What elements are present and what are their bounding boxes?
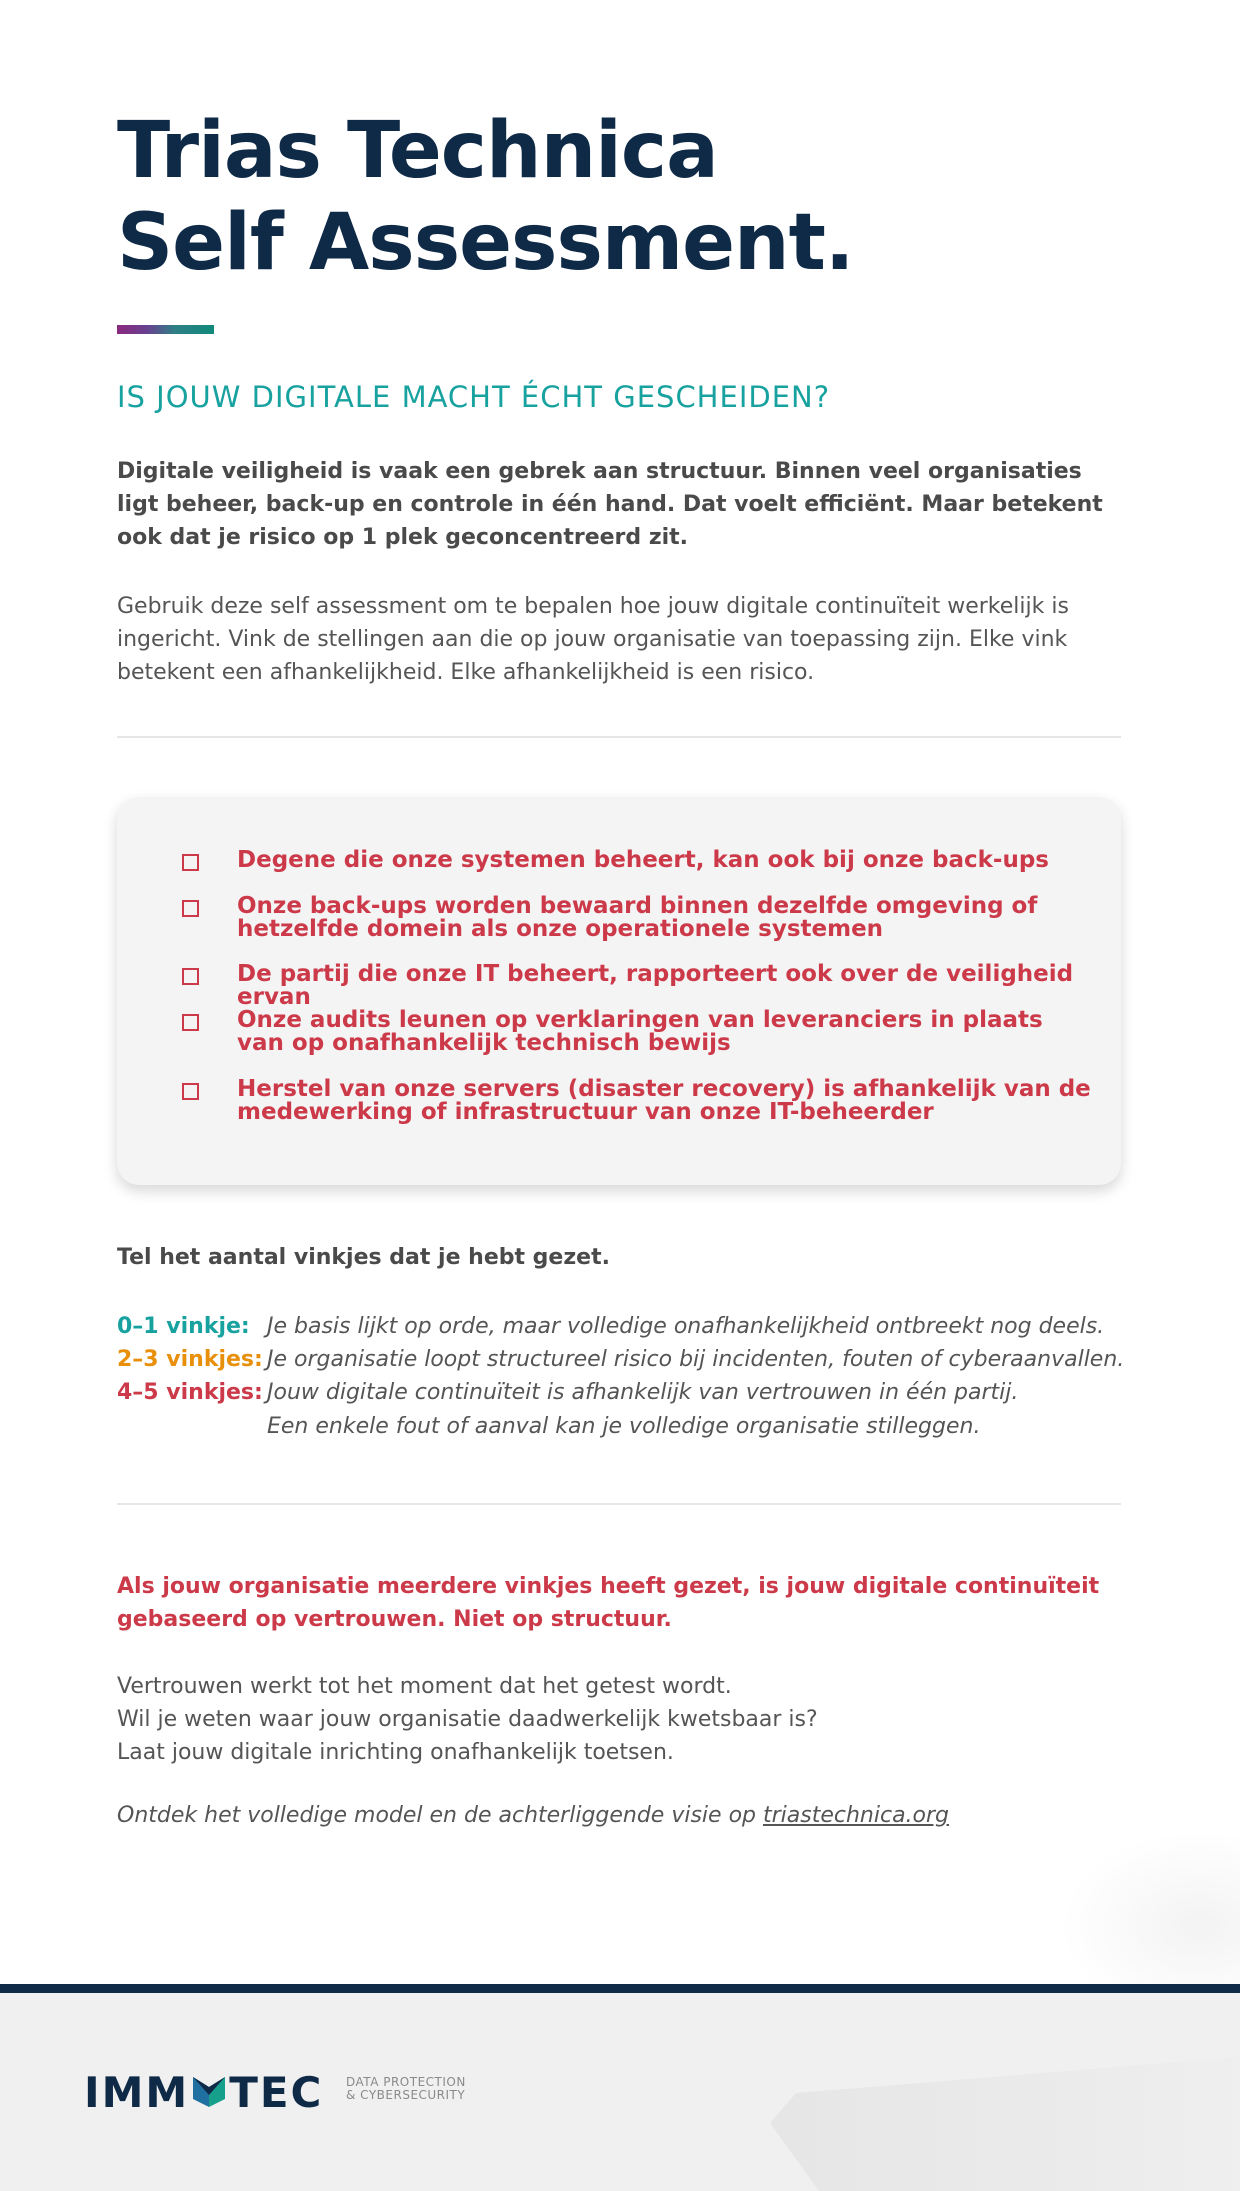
cta-text: Ontdek het volledige model en de achterliggende visie op xyxy=(117,1803,763,1828)
footer xyxy=(0,1993,1240,2191)
score-label: 4–5 vinkjes: xyxy=(117,1380,263,1405)
divider xyxy=(117,736,1121,738)
background-decoration xyxy=(1060,1830,1240,1990)
closing-line-3: Laat jouw digitale inrichting onafhankelijk toetsen. xyxy=(117,1740,674,1765)
checklist-item-label: De partij die onze IT beheert, rapporteert ook over de veiligheid ervan xyxy=(237,961,1074,1010)
closing-bold-paragraph: Als jouw organisatie meerdere vinkjes heeft gezet, is jouw digitale continuïteit gebaseerd op vertrouwen. Niet op structuur. xyxy=(117,1574,1100,1632)
cta-line xyxy=(117,1803,949,1828)
subtitle: IS JOUW DIGITALE MACHT ÉCHT GESCHEIDEN? xyxy=(117,380,831,414)
score-text: Jouw digitale continuïteit is afhankelijk van vertrouwen in één partij. xyxy=(267,1380,1019,1405)
checklist-card xyxy=(117,797,1121,1185)
score-label: 2–3 vinkjes: xyxy=(117,1347,263,1372)
checkbox[interactable] xyxy=(182,1014,199,1031)
checklist-item-label: Onze audits leunen op verklaringen van leveranciers in plaats van op onafhankelijk technisch bewijs xyxy=(237,1007,1043,1056)
shield-v-icon xyxy=(191,2073,227,2109)
divider xyxy=(117,1503,1121,1505)
closing-line-1: Vertrouwen werkt tot het moment dat het getest wordt. xyxy=(117,1674,732,1699)
score-label: 0–1 vinkje: xyxy=(117,1314,250,1339)
score-text: Je organisatie loopt structureel risico bij incidenten, fouten of cyberaanvallen. xyxy=(267,1347,1125,1372)
closing-paragraph xyxy=(117,1670,1127,1769)
logo-text-left: IMM xyxy=(84,2068,190,2117)
title-line-1: Trias Technica xyxy=(117,106,718,196)
checkbox[interactable] xyxy=(182,854,199,871)
tagline-line-2: & CYBERSECURITY xyxy=(346,2088,466,2102)
website-link[interactable]: triastechnica.org xyxy=(763,1803,950,1828)
checklist-item-label: Degene die onze systemen beheert, kan ook bij onze back-ups xyxy=(237,847,1049,873)
intro-paragraph: Gebruik deze self assessment om te bepalen hoe jouw digitale continuïteit werkelijk is ingericht. Vink de stellingen aan die op jouw organisatie van toepassing zijn. Elke vink betekent een afhankelijkheid. Elke afhankelijkheid is een risico. xyxy=(117,594,1069,685)
checkbox[interactable] xyxy=(182,900,199,917)
page-title xyxy=(117,105,854,289)
score-text: Je basis lijkt op orde, maar volledige onafhankelijkheid ontbreekt nog deels. xyxy=(267,1314,1105,1339)
footer-divider xyxy=(0,1984,1240,1993)
accent-bar xyxy=(117,325,214,334)
title-line-2: Self Assessment. xyxy=(117,198,854,288)
closing-line-2: Wil je weten waar jouw organisatie daadwerkelijk kwetsbaar is? xyxy=(117,1707,818,1732)
checklist-item-label: Onze back-ups worden bewaard binnen dezelfde omgeving of hetzelfde domein als onze operationele systemen xyxy=(237,893,1038,942)
checkbox[interactable] xyxy=(182,968,199,985)
checkbox[interactable] xyxy=(182,1083,199,1100)
tagline-line-1: DATA PROTECTION xyxy=(346,2075,466,2089)
checklist-item-label: Herstel van onze servers (disaster recovery) is afhankelijk van de medewerking of infrastructuur van onze IT-beheerder xyxy=(237,1076,1091,1125)
intro-bold-paragraph: Digitale veiligheid is vaak een gebrek aan structuur. Binnen veel organisaties ligt beheer, back-up en controle in één hand. Dat voelt efficiënt. Maar betekent ook dat je risico op 1 plek geconcentreerd zit. xyxy=(117,459,1103,550)
footer-decoration xyxy=(770,2053,1240,2191)
count-question: Tel het aantal vinkjes dat je hebt gezet. xyxy=(117,1245,610,1270)
score-text-continued: Een enkele fout of aanval kan je volledige organisatie stilleggen. xyxy=(267,1414,981,1439)
logo-tagline xyxy=(346,2076,466,2102)
logo-text-right: TEC xyxy=(229,2068,324,2117)
logo-wordmark xyxy=(84,2068,323,2117)
